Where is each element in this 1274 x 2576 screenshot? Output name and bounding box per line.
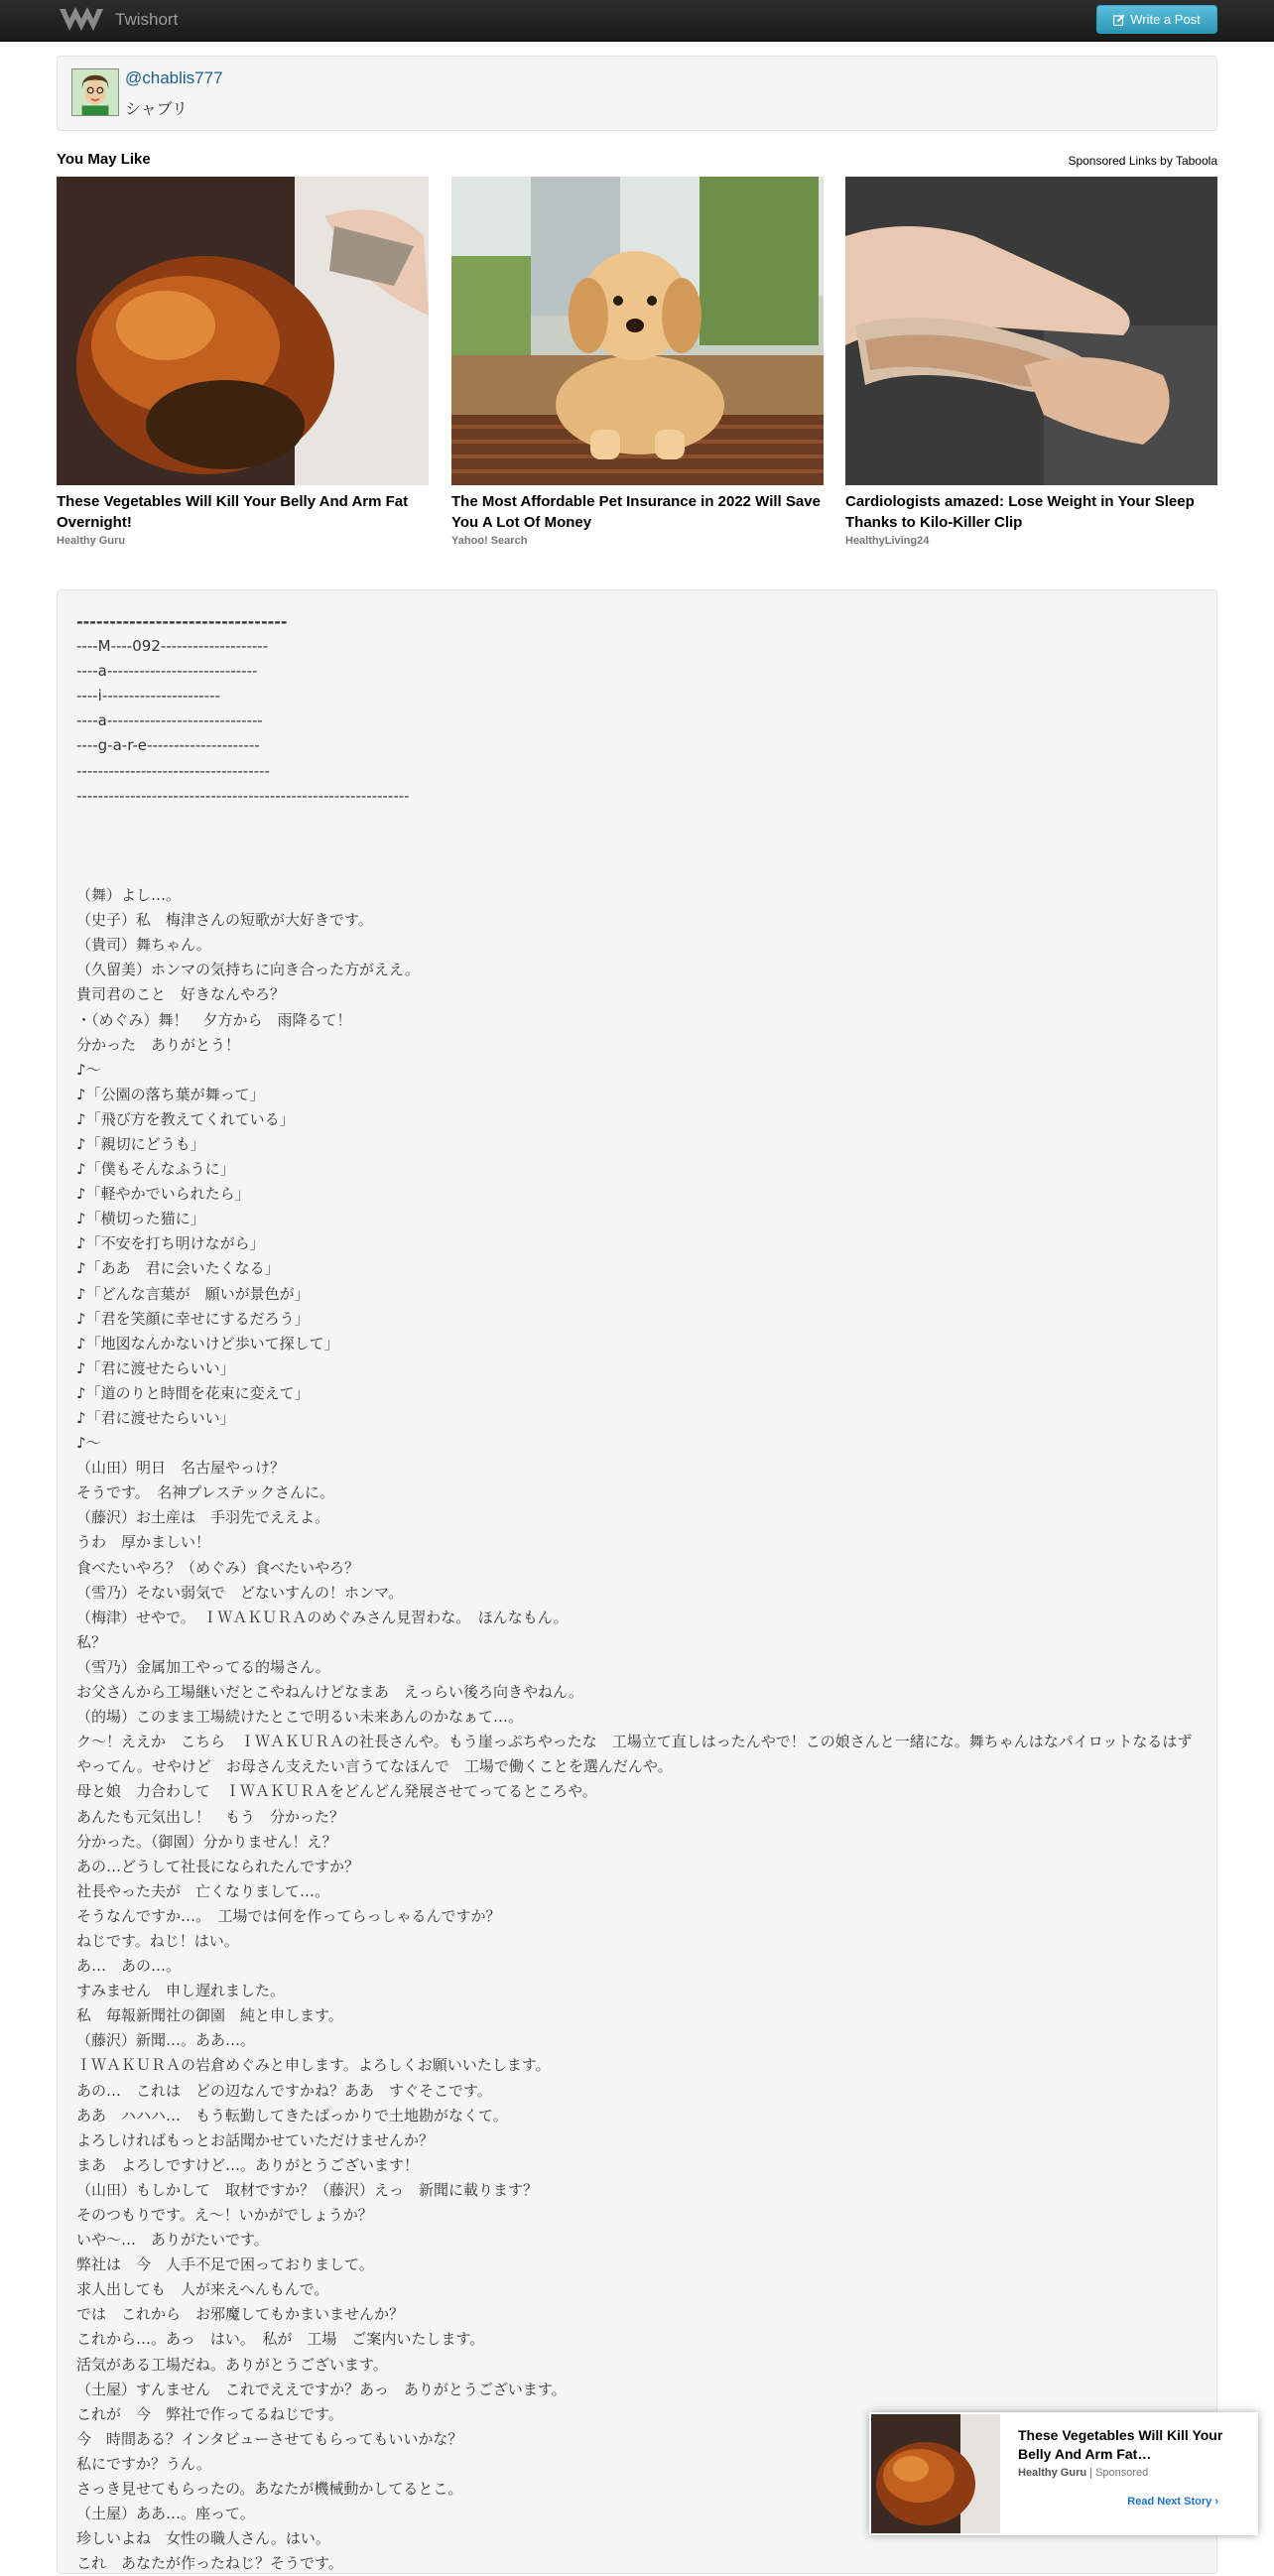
post-line: ----a----------------------------- <box>76 711 263 730</box>
post-line: そのつもりです。え～！いかがでしょうか？ <box>76 2206 373 2224</box>
post-line: ♪「飛び方を教えてくれている」 <box>76 1109 295 1128</box>
post-line: ♪「君を笑顔に幸せにするだろう」 <box>76 1309 310 1328</box>
read-next-story-link[interactable] <box>1127 2496 1218 2508</box>
post-line: ♪「横切った猫に」 <box>76 1210 205 1228</box>
post-line: ♪「ああ 君に会いたくなる」 <box>76 1259 280 1278</box>
post-line: ♪「君に渡せたらいい」 <box>76 1358 235 1377</box>
post-line: （雪乃）金属加工やってる的場さん。 <box>76 1657 330 1676</box>
post-line: ----g-a-r-e--------------------- <box>76 736 260 755</box>
post-line: （山田）明日 名古屋やっけ？ <box>76 1459 286 1478</box>
post-line: ♪「君に渡せたらいい」 <box>76 1409 235 1427</box>
avatar[interactable] <box>71 68 119 116</box>
avatar-image <box>72 69 118 115</box>
post-line: ♪～ <box>76 1060 101 1079</box>
post-line: 求人出しても 人が来えへんもんで。 <box>76 2280 329 2299</box>
post-line: 私 毎報新聞社の御園 純と申します。 <box>76 2006 343 2025</box>
post-line: ク～！ええか こちら ＩＷＡＫＵＲＡの社長さんや。もう崖っぷちやったな 工場立て直しはったんやで！この娘さんと一緒にな。舞ちゃんはなパイロットなるはずやってん。せやけど お母さん支えたい言うてなほんで 工場で働くことを選んだんや。 <box>76 1733 1193 1776</box>
post-line: -------------------------------------------------------------- <box>76 786 410 805</box>
post-line: ♪～ <box>76 1434 101 1453</box>
post-line: そうなんですか…。 工場では何を作ってらっしゃるんですか？ <box>76 1906 501 1925</box>
floating-ad[interactable] <box>869 2412 1258 2535</box>
post-line: ----i---------------------- <box>76 687 220 706</box>
post-line: -------------------------------- <box>76 612 288 631</box>
recommendation-source: Yahoo! Search <box>451 535 528 547</box>
post-line: 私にですか？うん。 <box>76 2454 211 2473</box>
post-line: 分かった ありがとう！ <box>76 1035 241 1054</box>
post-line: これから…。あっ はい。 私が 工場 ご案内いたします。 <box>76 2330 485 2349</box>
edit-icon <box>1113 14 1125 26</box>
recommendation-title: The Most Affordable Pet Insurance in 2022 Will Save You A Lot Of Money <box>451 493 821 531</box>
you-may-like-heading: You May Like <box>57 151 151 168</box>
post-line: そうです。 名神プレステックさんに。 <box>76 1483 334 1502</box>
post-line: 貴司君のこと 好きなんやろ？ <box>76 985 286 1004</box>
post-line: 珍しいよね 女性の職人さん。はい。 <box>76 2529 330 2548</box>
author-card <box>57 56 1217 131</box>
post-line: まあ よろしですけど…。ありがとうございます！ <box>76 2155 420 2174</box>
post-line: 母と娘 力合わして ＩＷＡＫＵＲＡをどんどん発展させてってるところや。 <box>76 1782 597 1801</box>
post-line: あ… あの…。 <box>76 1957 182 1976</box>
write-post-button[interactable] <box>1096 5 1217 34</box>
puppy-thumbnail-image <box>451 177 824 485</box>
top-navbar <box>0 0 1274 42</box>
floating-ad-source-name: Healthy Guru <box>1018 2467 1087 2479</box>
post-line: 活気がある工場だね。ありがとうございます。 <box>76 2355 388 2374</box>
post-line: ♪「道のりと時間を花束に変えて」 <box>76 1383 310 1402</box>
recommendation-title: These Vegetables Will Kill Your Belly And Arm Fat Overnight! <box>57 493 409 531</box>
post-line: ----a---------------------------- <box>76 662 258 681</box>
write-post-label: Write a Post <box>1130 12 1201 27</box>
recommendation-title: Cardiologists amazed: Lose Weight in Your Sleep Thanks to Kilo-Killer Clip <box>845 493 1195 531</box>
post-line: （土屋）ああ…。座って。 <box>76 2505 255 2523</box>
post-line: （史子）私 梅津さんの短歌が大好きです。 <box>76 911 373 930</box>
post-line: ♪「親切にどうも」 <box>76 1134 205 1153</box>
post-line: ----M----092-------------------- <box>76 637 269 656</box>
post-line: （舞）よし…。 <box>76 886 182 905</box>
post-line: ＩＷＡＫＵＲＡの岩倉めぐみと申します。よろしくお願いいたします。 <box>76 2056 551 2075</box>
recommendation-card[interactable] <box>57 177 429 547</box>
post-line: ♪「不安を打ち明けながら」 <box>76 1234 265 1253</box>
post-line: あの…どうして社長になられたんですか？ <box>76 1857 360 1875</box>
author-bio: シャブリ <box>125 99 189 118</box>
post-line: ♪「僕もそんなふうに」 <box>76 1160 235 1179</box>
post-line: 分かった。（御園）分かりません！え？ <box>76 1832 337 1851</box>
floating-ad-source: Healthy Guru | Sponsored <box>1018 2467 1149 2479</box>
read-next-label: Read Next Story <box>1127 2496 1212 2508</box>
post-line: 社長やった夫が 亡くなりまして…。 <box>76 1881 330 1900</box>
sponsored-links-label[interactable]: Sponsored Links by Taboola <box>1068 154 1217 168</box>
recommendation-source: Healthy Guru <box>57 535 126 547</box>
vegetable-ad-image <box>871 2414 1000 2533</box>
post-text <box>76 609 1198 2576</box>
post-line: （久留美）ホンマの気持ちに向き合った方がええ。 <box>76 961 420 979</box>
twishort-logo-icon <box>58 5 105 35</box>
post-content-box <box>57 589 1217 2574</box>
post-line: いや～… ありがたいです。 <box>76 2231 269 2250</box>
post-line: ------------------------------------ <box>76 761 270 780</box>
recommendation-card[interactable] <box>451 177 824 547</box>
vegetable-thumbnail-image <box>57 177 429 485</box>
post-line: ああ ハハハ… もう転勤してきたばっかりで土地勘がなくて。 <box>76 2106 508 2125</box>
post-line <box>76 834 1198 858</box>
post-line: あんたも元気出し！ もう 分かった？ <box>76 1807 345 1826</box>
recommendation-source: HealthyLiving24 <box>845 535 930 547</box>
brand-link[interactable] <box>58 5 178 35</box>
floating-ad-title[interactable]: These Vegetables Will Kill Your Belly And Arm Fat… <box>1018 2427 1223 2462</box>
foot-insole-thumbnail-image <box>845 177 1217 485</box>
post-line: さっき見せてもらったの。あなたが機械動かしてるとこ。 <box>76 2480 463 2499</box>
post-line: ♪「公園の落ち葉が舞って」 <box>76 1085 265 1103</box>
post-line: お父さんから工場継いだとこやねんけどなまあ えっらい後ろ向きやねん。 <box>76 1683 583 1702</box>
post-line: 食べたいやろ？（めぐみ）食べたいやろ？ <box>76 1558 360 1577</box>
post-line: では これから お邪魔してもかまいませんか？ <box>76 2305 405 2324</box>
post-line <box>76 858 1198 883</box>
post-line: 私？ <box>76 1632 107 1651</box>
post-line: ♪「地図なんかないけど歩いて探して」 <box>76 1334 339 1352</box>
post-line: よろしければもっとお話聞かせていただけませんか？ <box>76 2130 435 2149</box>
post-line: （貴司）舞ちゃん。 <box>76 936 211 955</box>
post-line: すみません 申し遅れました。 <box>76 1982 286 2000</box>
post-line: これが 今 弊社で作ってるねじです。 <box>76 2404 343 2423</box>
floating-ad-sponsored: Sponsored <box>1095 2467 1149 2479</box>
post-line <box>76 809 1198 834</box>
chevron-right-icon: › <box>1214 2496 1218 2508</box>
post-line: （土屋）すんません これでええですか？あっ ありがとうございます。 <box>76 2380 567 2398</box>
post-line: ♪「軽やかでいられたら」 <box>76 1185 250 1204</box>
author-handle-link[interactable]: @chablis777 <box>125 68 223 87</box>
post-line: ・（めぐみ）舞！ 夕方から 雨降るて！ <box>76 1010 352 1029</box>
post-line: （梅津）せやで。 ＩＷＡＫＵＲＡのめぐみさん見習わな。 ほんなもん。 <box>76 1608 569 1626</box>
post-line: （雪乃）そない弱気で どないすんの！ホンマ。 <box>76 1583 404 1602</box>
post-line: ♪「どんな言葉が 願いが景色が」 <box>76 1284 310 1303</box>
recommendation-card[interactable] <box>845 177 1217 547</box>
post-line: （藤沢）新聞…。ああ…。 <box>76 2031 256 2050</box>
post-line: うわ 厚かましい！ <box>76 1533 211 1552</box>
post-line: これ あなたが作ったねじ？そうです。 <box>76 2554 343 2573</box>
brand-name: Twishort <box>115 10 179 29</box>
post-line: 今 時間ある？インタビューさせてもらってもいいかな？ <box>76 2429 463 2448</box>
post-line: （藤沢）お土産は 手羽先でええよ。 <box>76 1508 330 1527</box>
post-line: ねじです。ねじ！はい。 <box>76 1931 239 1950</box>
post-line: 弊社は 今 人手不足で困っておりまして。 <box>76 2255 374 2274</box>
post-line: （的場）このまま工場続けたとこで明るい未来あんのかなぁて…。 <box>76 1708 524 1727</box>
post-line: あの… これは どの辺なんですかね？ああ すぐそこです。 <box>76 2081 492 2100</box>
post-line: （山田）もしかして 取材ですか？（藤沢）えっ 新聞に載ります？ <box>76 2180 539 2199</box>
